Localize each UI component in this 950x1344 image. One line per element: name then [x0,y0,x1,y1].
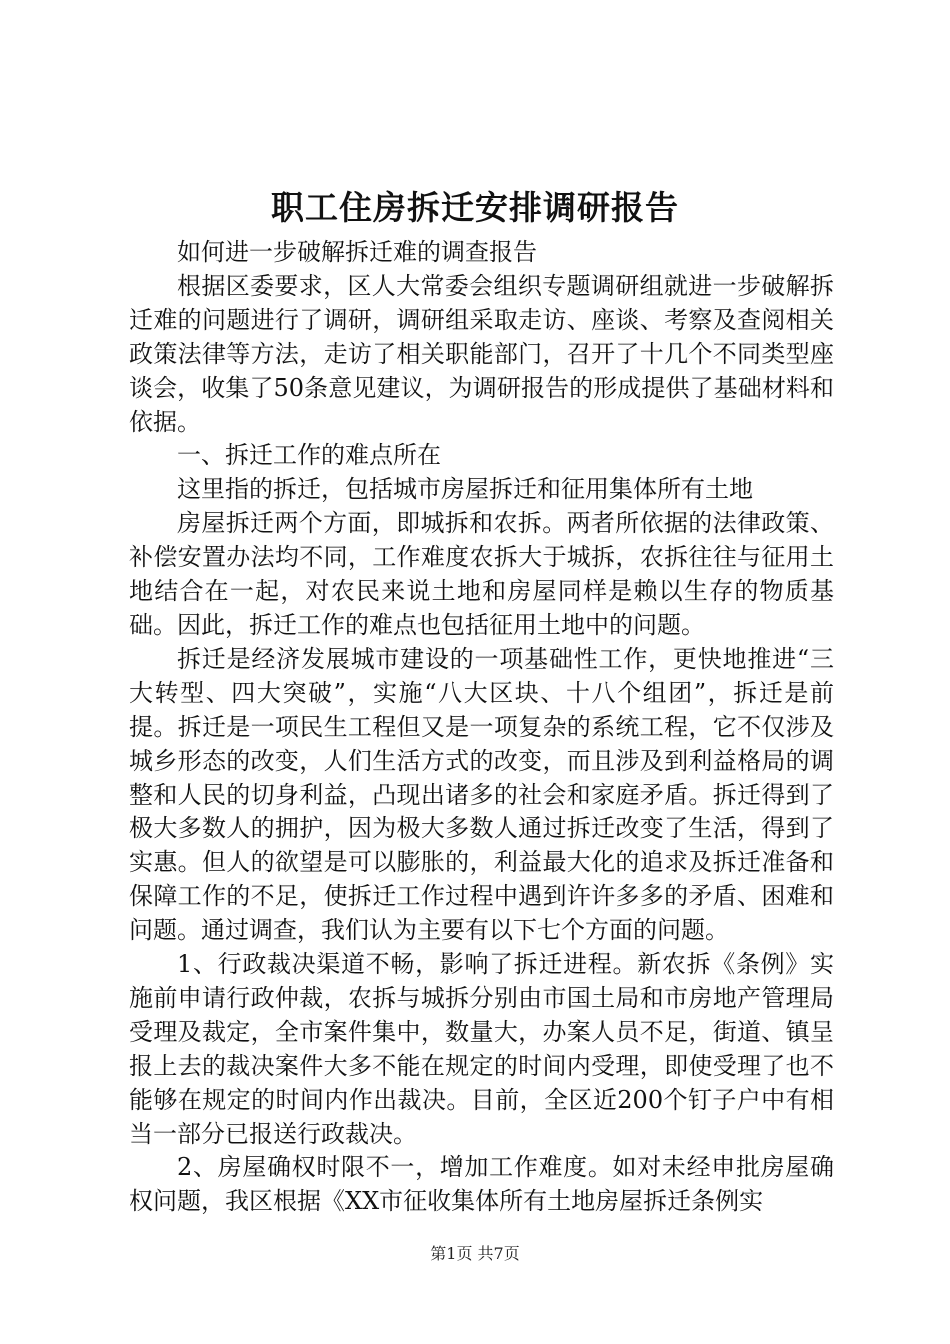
document-body [129,236,834,1219]
section-heading: 一、拆迁工作的难点所在 [177,441,441,470]
body-paragraph: 根据区委要求，区人大常委会组织专题调研组就进一步破解拆迁难的问题进行了调研，调研组采取走访、座谈、考察及查阅相关政策法律等方法，走访了相关职能部门，召开了十几个不同类型座谈会，收集了50条意见建议，为调研报告的形成提供了基础材料和依据。 [129,271,834,436]
body-paragraph: 拆迁是经济发展城市建设的一项基础性工作，更快地推进“三大转型、四大突破”，实施“八大区块、十八个组团”，拆迁是前提。拆迁是一项民生工程但又是一项复杂的系统工程，它不仅涉及城乡形态的改变，人们生活方式的改变，而且涉及到利益格局的调整和人民的切身利益，凸现出诸多的社会和家庭矛盾。拆迁得到了极大多数人的拥护，因为极大多数人通过拆迁改变了生活，得到了实惠。但人的欲望是可以膨胀的，利益最大化的追求及拆迁准备和保障工作的不足，使拆迁工作过程中遇到许许多多的矛盾、困难和问题。通过调查，我们认为主要有以下七个方面的问题。 [129,644,834,945]
document-title: 职工住房拆迁安排调研报告 [271,188,679,227]
body-paragraph: 2、房屋确权时限不一，增加工作难度。如对未经申批房屋确权问题，我区根据《XX市征收集体所有土地房屋拆迁条例实 [129,1153,834,1216]
body-paragraph: 1、行政裁决渠道不畅，影响了拆迁进程。新农拆《条例》实施前申请行政仲裁，农拆与城拆分别由市国土局和市房地产管理局受理及裁定，全市案件集中，数量大，办案人员不足，街道、镇呈报上去的裁决案件大多不能在规定的时间内受理，即使受理了也不能够在规定的时间内作出裁决。目前，全区近200个钉子户中有相当一部分已报送行政裁决。 [129,950,834,1148]
page-number-footer: 第1页 共7页 [430,1244,520,1263]
body-paragraph: 这里指的拆迁，包括城市房屋拆迁和征用集体所有土地 [177,475,753,504]
subtitle-paragraph: 如何进一步破解拆迁难的调查报告 [177,238,537,266]
body-paragraph: 房屋拆迁两个方面，即城拆和农拆。两者所依据的法律政策、补偿安置办法均不同，工作难度农拆大于城拆，农拆往往与征用土地结合在一起，对农民来说土地和房屋同样是赖以生存的物质基础。因此，拆迁工作的难点也包括征用土地中的问题。 [129,509,834,639]
